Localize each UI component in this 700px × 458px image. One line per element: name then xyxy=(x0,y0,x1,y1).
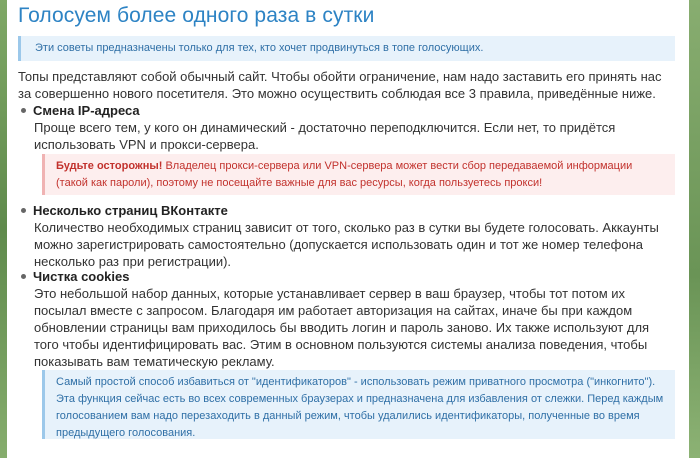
list-item-heading xyxy=(18,102,140,119)
background-left xyxy=(0,0,7,458)
bullet-icon xyxy=(21,108,26,113)
warning-label: Будьте осторожны! xyxy=(56,160,163,172)
page-title: Голосуем более одного раза в сутки xyxy=(18,4,375,27)
list-item-heading xyxy=(18,202,228,219)
list-item-text: Это небольшой набор данных, которые устанавливает сервер в ваш браузер, чтобы тот потом их посылал вместе с запросом. Благодаря им работает авторизация на сайтах, иначе бы при каждом обновлении страницы вам приходилось бы вводить логин и пароль заново. Их также используют для того чтобы идентифицировать вас. Этим в основном пользуются системы анализа поведения, чтобы показывать вам тематическую рекламу. xyxy=(34,286,650,369)
heading-cookies: Чистка cookies xyxy=(33,269,130,284)
list-item-text: Количество необходимых страниц зависит от того, сколько раз в сутки вы будете голосовать. Аккаунты можно зарегистрировать самостоятельно (допускается использовать один и тот же номер телефона несколько раз при регистрации). xyxy=(34,220,659,269)
bullet-icon xyxy=(21,208,26,213)
list-item-text: Проще всего тем, у кого он динамический - достаточно переподключится. Если нет, то придётся использовать VPN и прокси-сервера. xyxy=(34,120,616,152)
warning-note xyxy=(42,154,675,195)
bullet-icon xyxy=(21,274,26,279)
article-content xyxy=(7,0,689,458)
warning-text: Владелец прокси-сервера или VPN-сервера может вести сбор передаваемой информации (такой как пароли), поэтому не посещайте важные для вас ресурсы, когда пользуетесь прокси! xyxy=(56,160,633,189)
list-item-heading xyxy=(18,268,129,285)
heading-vk-pages: Несколько страниц ВКонтакте xyxy=(33,203,228,218)
info-note: Эти советы предназначены только для тех, кто хочет продвинуться в топе голосующих. xyxy=(18,36,675,61)
tip-note: Самый простой способ избавиться от "идентификаторов" - использовать режим приватного просмотра ("инкогнито"). Эта функция сейчас есть во всех современных браузерах и предназначена для избавления от слежки. Перед каждым голосованием вам надо перезаходить в данный режим, чтобы удалились идентификаторы, полученные во время предыдущего голосования. xyxy=(42,370,675,439)
background-right xyxy=(689,0,700,458)
heading-ip: Смена IP-адреса xyxy=(33,103,140,118)
intro-paragraph: Топы представляют собой обычный сайт. Чтобы обойти ограничение, нам надо заставить его принять нас за совершенно нового посетителя. Это можно осуществить соблюдая все 3 правила, приведённые ниже. xyxy=(18,69,662,101)
